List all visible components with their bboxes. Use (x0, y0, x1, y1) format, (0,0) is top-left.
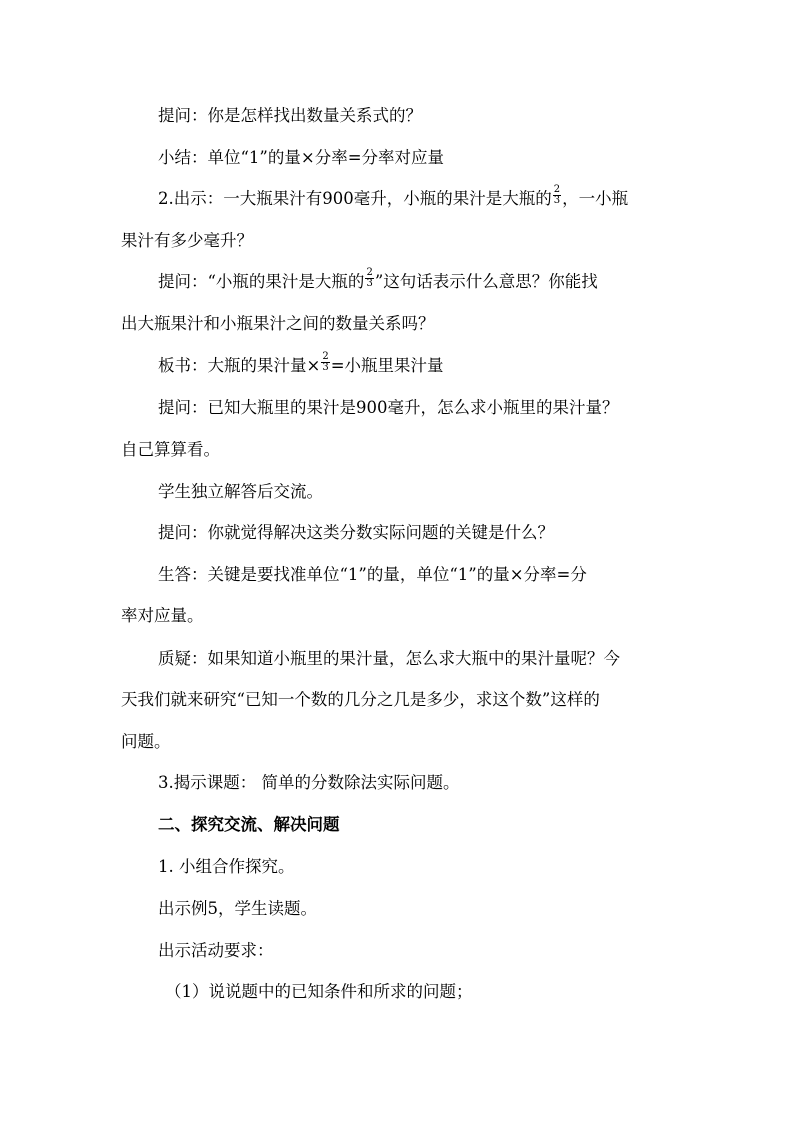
requirement-1: （1）说说题中的已知条件和所求的问题； (165, 982, 473, 1001)
section-heading-explore: 二、探究交流、解决问题 (158, 815, 340, 834)
problem-2-text-b: ，一小瓶 (562, 189, 629, 208)
fraction-numerator: 2 (366, 267, 373, 278)
fraction-denominator: 3 (553, 195, 561, 206)
problem-2-line-1 (158, 184, 718, 211)
student-answer-line-1: 生答：关键是要找准单位“1”的量，单位“1”的量×分率=分 (158, 565, 587, 584)
fraction-two-thirds (365, 268, 373, 289)
fraction-numerator: 2 (553, 184, 561, 195)
fraction-denominator: 3 (366, 278, 373, 289)
question-meaning-text-a: 提问：“小瓶的果汁是大瓶的 (158, 272, 365, 291)
question-small-bottle-line-1: 提问：已知大瓶里的果汁是900毫升，怎么求小瓶里的果汁量？ (158, 398, 619, 417)
challenge-line-3: 问题。 (121, 732, 171, 751)
question-meaning-line-1 (158, 267, 718, 294)
show-activity-requirements: 出示活动要求： (158, 941, 274, 960)
reveal-topic: 3.揭示课题： 简单的分数除法实际问题。 (158, 773, 460, 792)
board-writing-text-b: =小瓶里果汁量 (330, 356, 444, 375)
board-writing-text-a: 板书：大瓶的果汁量× (158, 356, 321, 375)
board-writing (158, 351, 718, 378)
question-meaning-text-b: ”这句话表示什么意思？你能找 (374, 272, 598, 291)
problem-2-text-a: 2.出示：一大瓶果汁有900毫升，小瓶的果汁是大瓶的 (158, 189, 552, 208)
student-answer-line-2: 率对应量。 (121, 606, 204, 625)
question-small-bottle-line-2: 自己算算看。 (121, 440, 220, 459)
fraction-two-thirds (321, 352, 329, 373)
summary-formula: 小结：单位“1”的量×分率=分率对应量 (158, 148, 445, 167)
question-key-point: 提问：你就觉得解决这类分数实际问题的关键是什么？ (158, 523, 554, 542)
challenge-line-2: 天我们就来研究“已知一个数的几分之几是多少，求这个数”这样的 (121, 690, 600, 709)
fraction-denominator: 3 (322, 362, 329, 373)
show-example-5: 出示例5，学生读题。 (158, 899, 317, 918)
fraction-two-thirds (553, 185, 561, 206)
problem-2-line-2: 果汁有多少毫升？ (121, 231, 253, 250)
fraction-numerator: 2 (322, 351, 329, 362)
group-explore: 1. 小组合作探究。 (158, 857, 295, 876)
challenge-line-1: 质疑：如果知道小瓶里的果汁量，怎么求大瓶中的果汁量呢？今 (158, 649, 620, 668)
students-solve: 学生独立解答后交流。 (158, 482, 323, 501)
question-meaning-line-2: 出大瓶果汁和小瓶果汁之间的数量关系吗？ (121, 314, 435, 333)
question-how-find-relation: 提问：你是怎样找出数量关系式的？ (158, 106, 422, 125)
